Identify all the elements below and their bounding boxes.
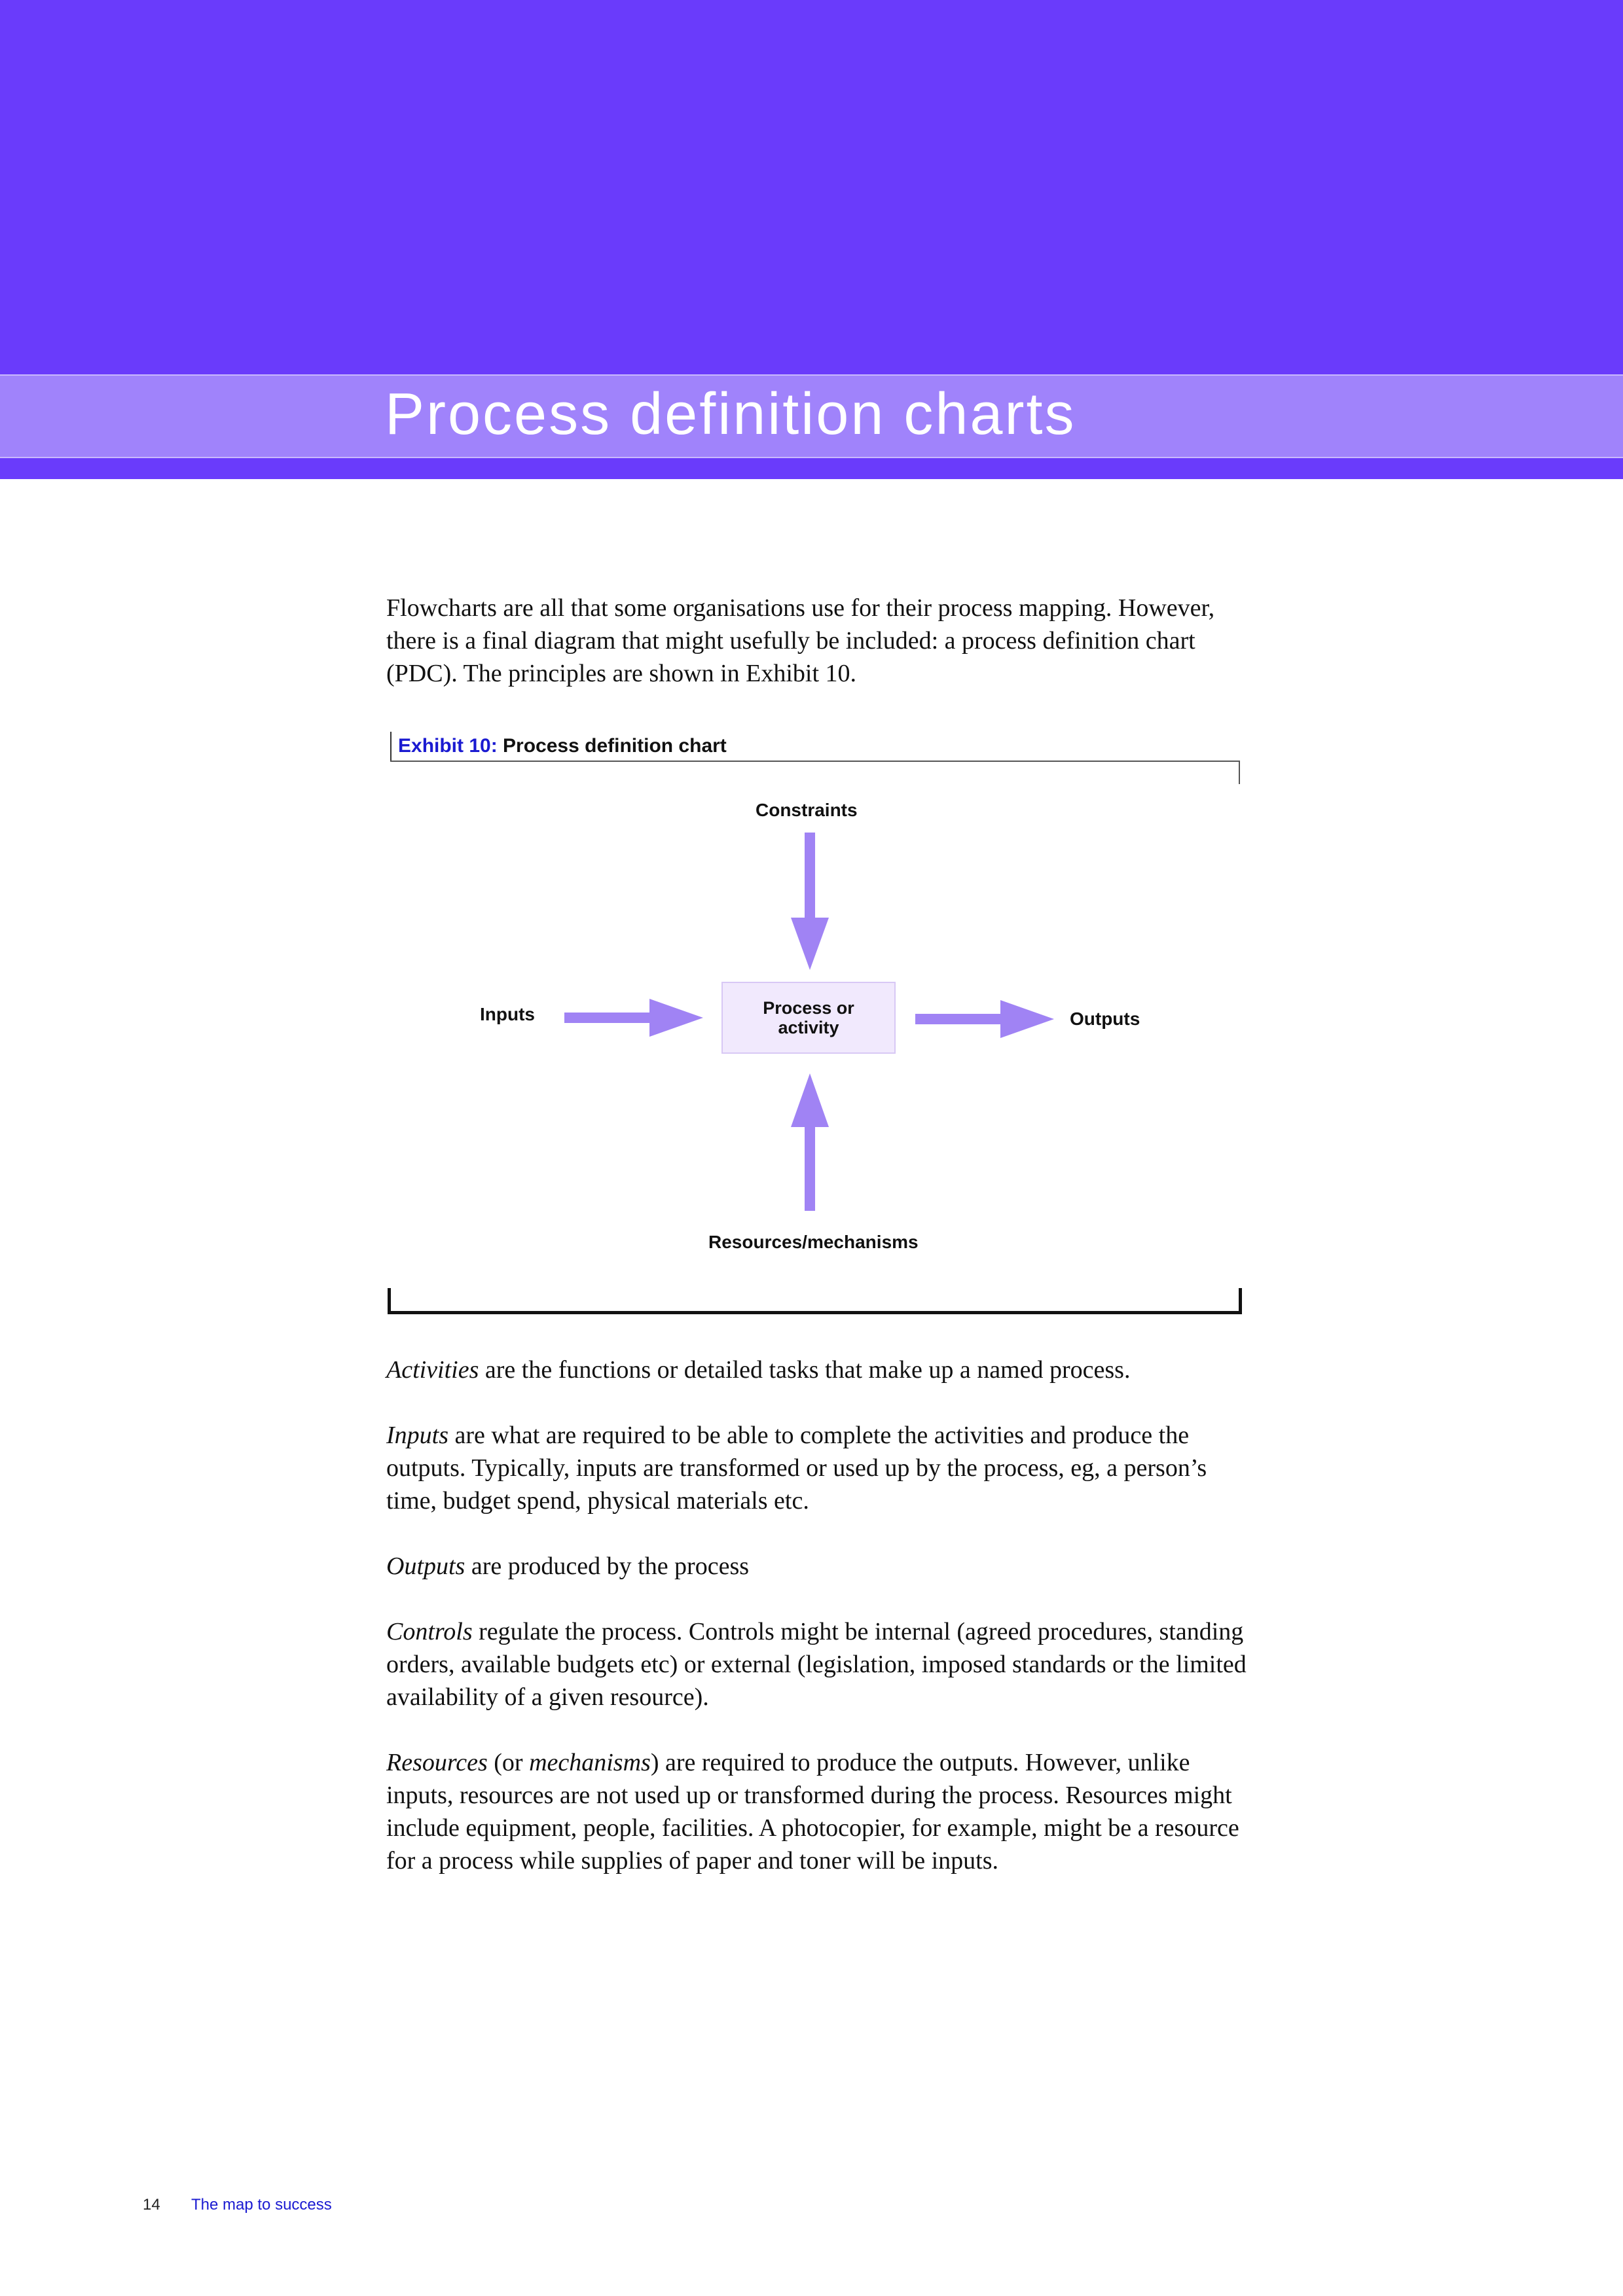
constraints-arrow	[791, 833, 829, 970]
exhibit-label: Exhibit 10:	[398, 735, 498, 757]
exhibit-caption	[390, 732, 727, 761]
definition-activities	[386, 1354, 1250, 1386]
definition-inputs-text: are what are required to be able to complete the activities and produce the outputs. Typically, inputs are transformed or used up by the process, eg, a person’s time, budget spend, physical materials etc.	[386, 1422, 1207, 1515]
intro-paragraph: Flowcharts are all that some organisations use for their process mapping. However, there is a final diagram that might usefully be included: a process definition chart (PDC). The principles are shown in Exhibit 10.	[386, 594, 1215, 687]
header-band-bottom	[0, 458, 1623, 479]
exhibit-title: Process definition chart	[503, 735, 727, 757]
definition-outputs	[386, 1550, 1250, 1583]
definition-resources-text-a: (or	[487, 1749, 530, 1776]
resources-label: Resources/mechanisms	[708, 1232, 919, 1252]
exhibit-frame-top	[390, 761, 1240, 784]
resources-arrow	[791, 1073, 829, 1211]
definition-resources-text-b: ) are required to produce the outputs. However, unlike inputs, resources are not used up or transformed during the process. Resources might include equipment, people, facilities. A photocopier, for example, might be a resource for a process while supplies of paper and toner will be inputs.	[386, 1749, 1239, 1874]
definition-inputs	[386, 1419, 1250, 1517]
inputs-arrow	[564, 999, 703, 1037]
term-outputs: Outputs	[386, 1552, 465, 1580]
process-activity-label: Process or activity	[763, 998, 854, 1037]
outputs-arrow	[915, 1000, 1054, 1038]
process-activity-box	[721, 982, 896, 1054]
page-title: Process definition charts	[385, 382, 1076, 447]
definition-controls-text: regulate the process. Controls might be internal (agreed procedures, standing orders, available budgets etc) or external (legislation, imposed standards or the limited availability of a given resource).	[386, 1618, 1247, 1711]
exhibit-frame-bottom	[388, 1288, 1242, 1314]
definition-controls	[386, 1615, 1250, 1713]
term-activities: Activities	[386, 1356, 479, 1384]
header-band	[0, 0, 1623, 374]
footer-title: The map to success	[191, 2196, 332, 2214]
outputs-label: Outputs	[1070, 1009, 1140, 1029]
term-mechanisms: mechanisms	[529, 1749, 651, 1776]
term-controls: Controls	[386, 1618, 473, 1645]
definition-outputs-text: are produced by the process	[465, 1552, 750, 1580]
definition-resources	[386, 1746, 1250, 1877]
page-number: 14	[143, 2196, 160, 2214]
definition-activities-text: are the functions or detailed tasks that make up a named process.	[479, 1356, 1131, 1384]
constraints-label: Constraints	[756, 800, 858, 820]
term-resources: Resources	[386, 1749, 488, 1776]
inputs-label: Inputs	[480, 1004, 535, 1024]
term-inputs: Inputs	[386, 1422, 448, 1449]
